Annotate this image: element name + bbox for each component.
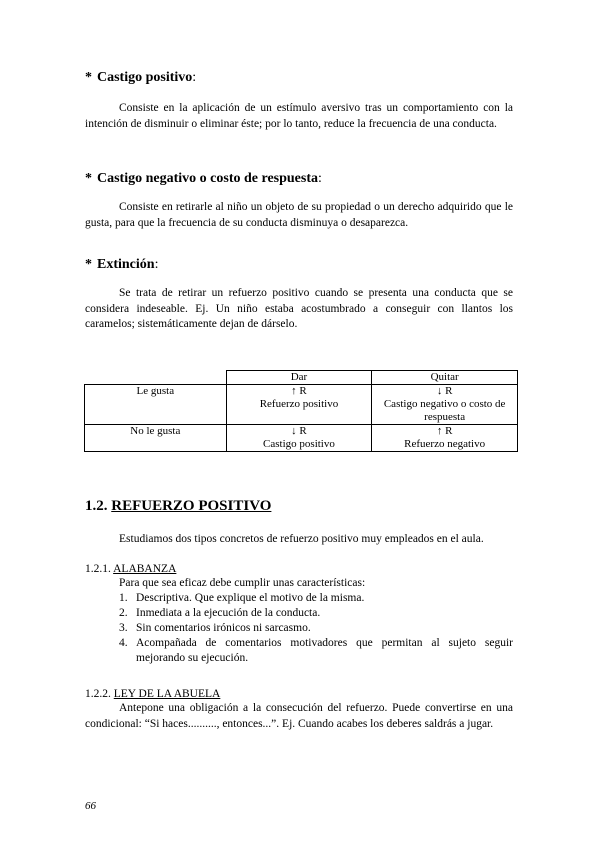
column-header-quitar: Quitar (372, 371, 518, 385)
row-label-le-gusta: Le gusta (85, 385, 227, 425)
subsection-number: 1.2.1. (85, 563, 111, 575)
list-number: 2. (119, 607, 128, 619)
subsection-heading-ley-de-la-abuela (85, 688, 220, 700)
list-text: Sin comentarios irónicos ni sarcasmo. (136, 622, 311, 634)
subsection-title: LEY DE LA ABUELA (113, 688, 221, 700)
table-header-row (85, 371, 518, 385)
list-number: 3. (119, 622, 128, 634)
subsection-title: ALABANZA (113, 563, 177, 575)
bullet-marker: * (85, 257, 92, 272)
cell-text: Refuerzo negativo (404, 438, 486, 450)
paragraph-text: Consiste en la aplicación de un estímulo aversivo tras un comportamiento con la intención de disminuir o eliminar éste; por lo tanto, reduce la frecuencia de una conducta. (85, 102, 513, 130)
list-item (119, 621, 513, 636)
table-cell (226, 385, 372, 425)
cell-symbol: ↑ R (291, 385, 307, 397)
heading-colon: : (318, 171, 322, 186)
section-number: 1.2. (85, 498, 108, 514)
heading-castigo-positivo (85, 70, 196, 86)
heading-extincion (85, 257, 158, 273)
cell-text: Castigo positivo (263, 438, 335, 450)
section-heading-refuerzo-positivo (85, 498, 271, 515)
column-header-dar: Dar (226, 371, 372, 385)
list-text: Inmediata a la ejecución de la conducta. (136, 607, 321, 619)
cell-symbol: ↓ R (291, 425, 307, 437)
paragraph-ley-de-la-abuela (85, 701, 513, 732)
subsection-number: 1.2.2. (85, 688, 111, 700)
list-item (119, 591, 513, 606)
row-label-no-le-gusta: No le gusta (85, 425, 227, 452)
alabanza-list (119, 591, 513, 666)
table-row (85, 385, 518, 425)
page-number: 66 (85, 800, 96, 812)
alabanza-lead: Para que sea eficaz debe cumplir unas características: (119, 577, 366, 589)
table-cell (372, 425, 518, 452)
paragraph-text: Consiste en retirarle al niño un objeto de su propiedad o un derecho adquirido que le gusta, para que la frecuencia de su conducta disminuya o desaparezca. (85, 201, 513, 229)
table-cell (372, 385, 518, 425)
paragraph-text: Antepone una obligación a la consecución del refuerzo. Puede convertirse en una condicional: “Si haces.........., entonces...”. Ej. Cuando acabes los deberes saldrás a jugar. (85, 702, 513, 730)
bullet-marker: * (85, 70, 92, 85)
list-number: 4. (119, 637, 128, 649)
paragraph-castigo-negativo (85, 200, 513, 231)
paragraph-text: Se trata de retirar un refuerzo positivo cuando se presenta una conducta que se considera indeseable. Ej. Un niño estaba acostumbrado a conseguir con llantos los caramelos; sistemáticamente dejan de dárselo. (85, 287, 513, 330)
subsection-heading-alabanza (85, 563, 176, 575)
heading-castigo-negativo (85, 171, 322, 187)
table-corner-cell (85, 371, 227, 385)
list-text: Acompañada de comentarios motivadores que permitan al sujeto seguir mejorando su ejecución. (136, 637, 513, 664)
list-item (119, 636, 513, 666)
heading-text: Castigo positivo (97, 70, 193, 85)
table-cell (226, 425, 372, 452)
table-row (85, 425, 518, 452)
cell-symbol: ↑ R (436, 425, 453, 437)
section-title: REFUERZO POSITIVO (111, 498, 272, 514)
heading-colon: : (192, 70, 197, 85)
intro-paragraph: Estudiamos dos tipos concretos de refuerzo positivo muy empleados en el aula. (119, 533, 484, 545)
cell-text: Castigo negativo o costo de respuesta (383, 398, 506, 423)
heading-text: Castigo negativo o costo de respuesta (97, 171, 319, 186)
reinforcement-matrix-table (84, 370, 518, 452)
cell-symbol: ↓ R (436, 385, 453, 397)
heading-colon: : (154, 257, 159, 272)
cell-text: Refuerzo positivo (259, 398, 339, 410)
list-number: 1. (119, 592, 128, 604)
paragraph-extincion (85, 286, 513, 333)
list-text: Descriptiva. Que explique el motivo de la misma. (136, 592, 365, 604)
list-item (119, 606, 513, 621)
paragraph-castigo-positivo (85, 101, 513, 132)
bullet-marker: * (85, 171, 92, 186)
heading-text: Extinción (97, 257, 155, 272)
